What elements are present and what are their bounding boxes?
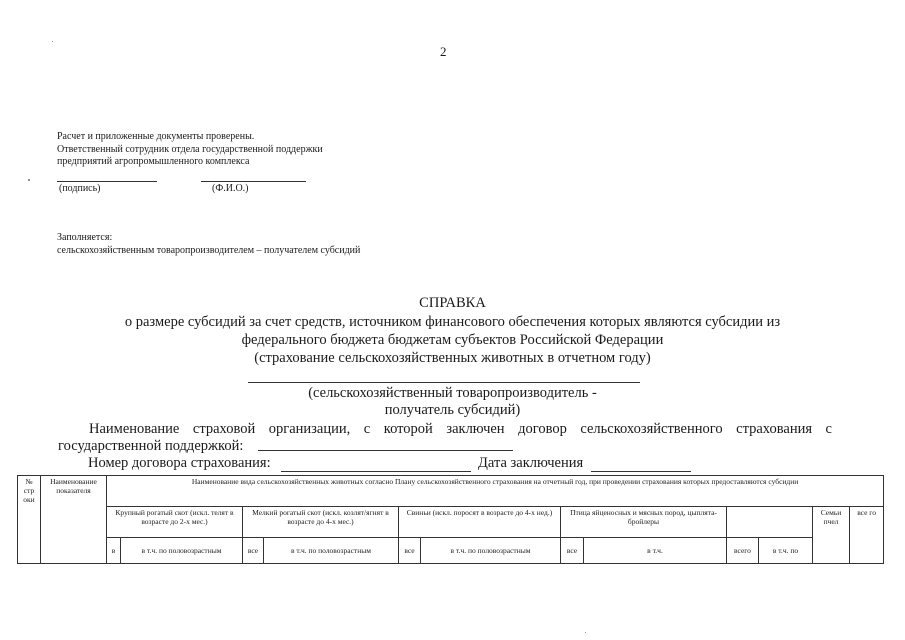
producer-caption-1: (сельскохозяйственный товаропроизводитель -: [308, 385, 597, 401]
page-number: 2: [440, 44, 447, 59]
signature-line: [57, 181, 157, 182]
header-cattle: Крупный рогатый скот (искл. телят в возрасте до 2-х мес.): [107, 507, 243, 537]
sub-small-incl: в т.ч. по половозрастным: [264, 537, 399, 563]
scan-speck: [28, 179, 30, 181]
sub-other-all: всего: [727, 537, 759, 563]
title-line-3: (страхование сельскохозяйственных животных в отчетном году): [254, 350, 651, 366]
fio-label: (Ф.И.О.): [212, 183, 249, 194]
sub-poultry-all: все: [561, 537, 584, 563]
col-indicator-name: Наименование показателя: [41, 476, 107, 564]
document-heading: СПРАВКА: [419, 295, 486, 311]
contract-date-line: [591, 471, 691, 472]
sub-pigs-all: все: [399, 537, 421, 563]
contract-date-label: Дата заключения: [478, 455, 584, 471]
sub-poultry-incl: в т.ч.: [584, 537, 727, 563]
header-poultry: Птица яйценосных и мясных пород, цыплята-бройлеры: [561, 507, 727, 537]
producer-caption-2: получатель субсидий): [384, 402, 521, 418]
header-total: все го: [850, 507, 884, 564]
verification-line-3: предприятий агропромышленного комплекса: [57, 156, 250, 167]
header-empty: [727, 507, 813, 537]
title-line-2: федерального бюджета бюджетам субъектов Российской Федерации: [241, 332, 664, 348]
filled-by-line-1: Заполняется:: [57, 232, 113, 243]
verification-line-2: Ответственный сотрудник отдела государственной поддержки: [57, 143, 323, 155]
title-line-1: о размере субсидий за счет средств, источником финансового обеспечения которых являются субсидии из: [124, 314, 781, 330]
animals-header: Наименование вида сельскохозяйственных животных согласно Плану сельскохозяйственного страхования на отчетный год, при проведении страхования которых предоставляются субсидии: [107, 476, 884, 507]
verification-block: [57, 131, 323, 169]
fio-line: [201, 181, 306, 182]
insurer-name-line: [258, 450, 513, 451]
insurer-paragraph: Наименование страховой организации, с которой заключен договор сельскохозяйственного страхования с государственной поддержкой:: [58, 421, 832, 454]
header-bee-families: Семьи пчел: [813, 507, 850, 564]
header-small-cattle: Мелкий рогатый скот (искл. козлят/ягнят в возрасте до 4-х мес.): [243, 507, 399, 537]
contract-number-line: [281, 471, 471, 472]
filled-by-block: [57, 232, 360, 257]
scan-speck: [585, 632, 586, 633]
sub-cattle-incl: в т.ч. по половозрастным: [121, 537, 243, 563]
col-row-number: № стр оки: [18, 476, 41, 564]
signature-label: (подпись): [59, 183, 101, 194]
filled-by-line-2: сельскохозяйственным товаропроизводителем – получателем субсидий: [57, 244, 361, 256]
sub-pigs-incl: в т.ч. по половозрастным: [421, 537, 561, 563]
verification-line-1: Расчет и приложенные документы проверены.: [57, 131, 255, 142]
header-pigs: Свиньи (искл. поросят в возрасте до 4-х нед.): [399, 507, 561, 537]
sub-small-all: все: [243, 537, 264, 563]
subsidy-table: [17, 475, 884, 564]
producer-name-line: [248, 382, 640, 383]
contract-number-label: Номер договора страхования:: [88, 455, 271, 471]
scan-speck: [52, 41, 53, 42]
sub-cattle-all: в: [107, 537, 121, 563]
sub-other-incl: в т.ч. по: [759, 537, 813, 563]
